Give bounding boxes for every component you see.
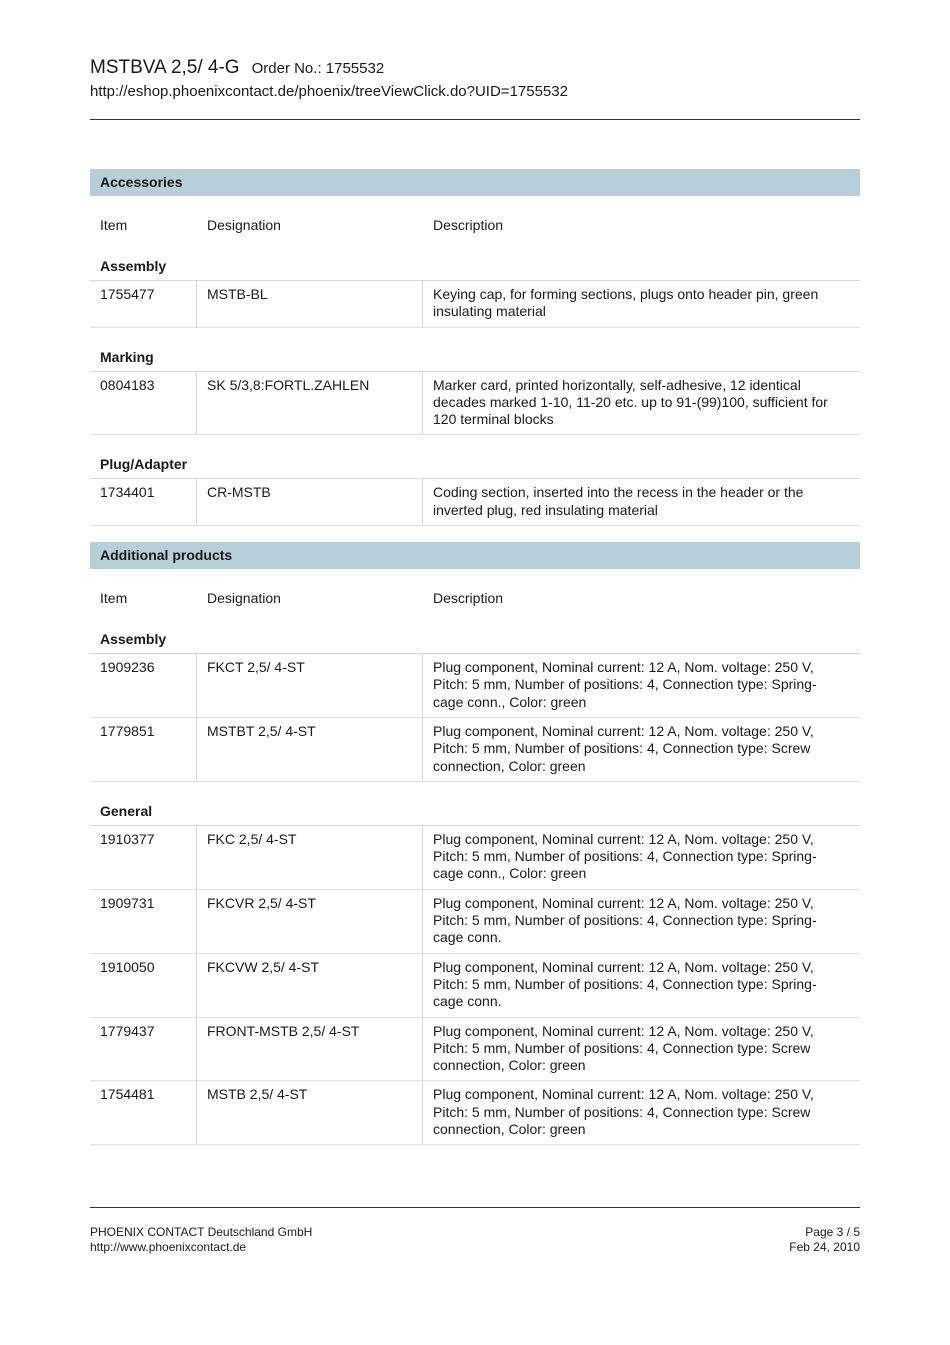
designation[interactable]: FKCT 2,5/ 4-ST	[196, 654, 422, 717]
item-number[interactable]: 1909236	[100, 659, 155, 676]
description: Plug component, Nominal current: 12 A, Nom. voltage: 250 V, Pitch: 5 mm, Number of positions: 4, Connection type: Screw connection, Color: green	[422, 1081, 860, 1144]
table-row	[90, 479, 860, 526]
item-number[interactable]: 1779437	[100, 1022, 155, 1039]
table-row	[90, 1081, 860, 1145]
description: Plug component, Nominal current: 12 A, Nom. voltage: 250 V, Pitch: 5 mm, Number of positions: 4, Connection type: Screw connection, Color: green	[422, 1018, 860, 1081]
section-spacer	[90, 1145, 860, 1161]
table-row	[90, 1018, 860, 1082]
section-0	[90, 169, 860, 542]
description: Plug component, Nominal current: 12 A, Nom. voltage: 250 V, Pitch: 5 mm, Number of positions: 4, Connection type: Screw connection, Color: green	[422, 718, 860, 781]
title-line	[90, 56, 860, 81]
designation[interactable]: MSTBT 2,5/ 4-ST	[196, 718, 422, 781]
page-number: Page 3 / 5	[805, 1225, 860, 1239]
designation[interactable]: CR-MSTB	[196, 479, 422, 525]
description: Plug component, Nominal current: 12 A, Nom. voltage: 250 V, Pitch: 5 mm, Number of positions: 4, Connection type: Spring-cage conn., Color: green	[422, 826, 860, 889]
column-header-designation: Designation	[207, 589, 281, 606]
content	[90, 169, 860, 1161]
designation[interactable]: FKCVW 2,5/ 4-ST	[196, 954, 422, 1017]
group-title: Marking	[90, 344, 860, 372]
footer-website[interactable]: http://www.phoenixcontact.de	[90, 1240, 247, 1254]
description: Plug component, Nominal current: 12 A, Nom. voltage: 250 V, Pitch: 5 mm, Number of positions: 4, Connection type: Spring-cage conn.	[422, 890, 860, 953]
item-number[interactable]: 1734401	[100, 484, 155, 501]
item-number[interactable]: 1755477	[100, 286, 155, 302]
group-spacer	[90, 782, 860, 798]
footer-date: Feb 24, 2010	[789, 1240, 860, 1254]
group-spacer	[90, 435, 860, 451]
designation[interactable]: FKC 2,5/ 4-ST	[196, 826, 422, 889]
table-row	[90, 372, 860, 436]
item-number[interactable]: 0804183	[100, 376, 155, 393]
section-1	[90, 542, 860, 1161]
footer-divider	[90, 1207, 860, 1208]
column-headers	[90, 196, 860, 253]
product-url[interactable]: http://eshop.phoenixcontact.de/phoenix/treeViewClick.do?UID=1755532	[90, 83, 568, 100]
page-header	[90, 56, 860, 101]
description: Marker card, printed horizontally, self-adhesive, 12 identical decades marked 1-10, 11-20 etc. up to 91-(99)100, sufficient for 120 terminal blocks	[422, 372, 860, 435]
column-headers	[90, 569, 860, 626]
table-row	[90, 954, 860, 1018]
order-number: Order No.: 1755532	[251, 60, 385, 77]
table-row	[90, 826, 860, 890]
product-name: MSTBVA 2,5/ 4-G	[90, 57, 240, 78]
section-title: Accessories	[90, 169, 860, 196]
section-title: Additional products	[90, 542, 860, 569]
item-number[interactable]: 1754481	[100, 1086, 155, 1103]
item-number[interactable]: 1779851	[100, 722, 155, 739]
column-header-description: Description	[433, 589, 504, 606]
section-spacer	[90, 526, 860, 542]
item-number[interactable]: 1910377	[100, 830, 155, 847]
description: Plug component, Nominal current: 12 A, Nom. voltage: 250 V, Pitch: 5 mm, Number of positions: 4, Connection type: Spring-cage conn., Color: green	[422, 654, 860, 717]
table-row	[90, 718, 860, 782]
designation[interactable]: FRONT-MSTB 2,5/ 4-ST	[196, 1018, 422, 1081]
group-title: Plug/Adapter	[90, 451, 860, 479]
item-number[interactable]: 1910050	[100, 958, 155, 975]
group-title: Assembly	[90, 253, 860, 281]
footer-company: PHOENIX CONTACT Deutschland GmbH	[90, 1225, 313, 1239]
description: Keying cap, for forming sections, plugs onto header pin, green insulating material	[422, 281, 860, 327]
table-row	[90, 890, 860, 954]
column-header-designation: Designation	[207, 216, 281, 233]
designation[interactable]: MSTB 2,5/ 4-ST	[196, 1081, 422, 1144]
header-divider	[90, 119, 860, 120]
description: Plug component, Nominal current: 12 A, Nom. voltage: 250 V, Pitch: 5 mm, Number of positions: 4, Connection type: Spring-cage conn.	[422, 954, 860, 1017]
item-number[interactable]: 1909731	[100, 894, 155, 911]
designation[interactable]: SK 5/3,8:FORTL.ZAHLEN	[196, 372, 422, 435]
group-spacer	[90, 328, 860, 344]
column-header-item: Item	[100, 216, 128, 233]
designation[interactable]: MSTB-BL	[196, 281, 422, 327]
column-header-item: Item	[100, 589, 128, 606]
designation[interactable]: FKCVR 2,5/ 4-ST	[196, 890, 422, 953]
table-row	[90, 281, 860, 328]
description: Coding section, inserted into the recess in the header or the inverted plug, red insulating material	[422, 479, 860, 525]
group-title: General	[90, 798, 860, 826]
group-title: Assembly	[90, 626, 860, 654]
column-header-description: Description	[433, 216, 504, 233]
table-row	[90, 654, 860, 718]
